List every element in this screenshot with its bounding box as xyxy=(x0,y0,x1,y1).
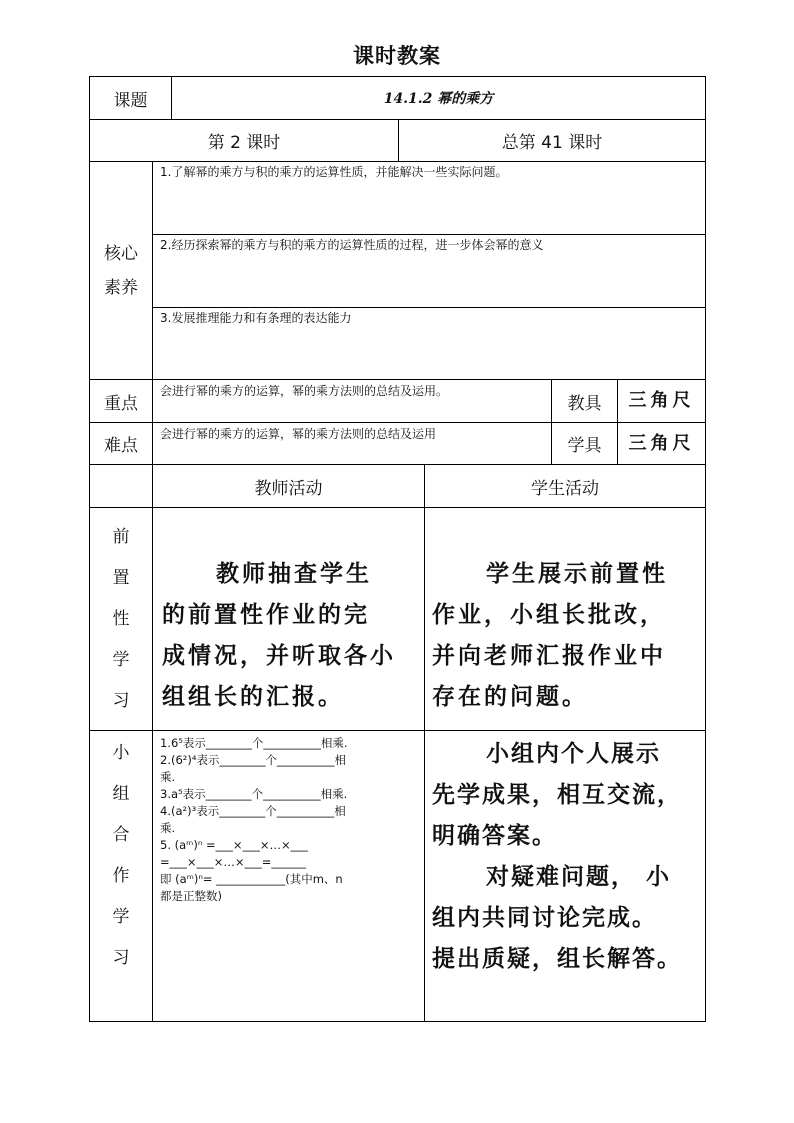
text-line: 组组长的汇报。 xyxy=(162,683,344,710)
period-label: 第 2 课时 xyxy=(207,133,281,153)
core-item-3: 3.发展推理能力和有条理的表达能力 xyxy=(160,311,352,325)
text-line: 教师抽查学生 xyxy=(216,560,372,587)
preview-study-label xyxy=(90,508,152,730)
text-line: 组内共同讨论完成。 xyxy=(432,904,657,931)
label-char: 学 xyxy=(112,649,130,670)
text-line: 对疑难问题， 小 xyxy=(486,863,672,890)
teaching-tool-label: 教具 xyxy=(567,393,602,414)
core-item-1: 1.了解幂的乘方与积的乘方的运算性质，并能解决一些实际问题。 xyxy=(160,165,508,179)
text-line: 并向老师汇报作业中 xyxy=(432,642,666,669)
core-label-line2: 素养 xyxy=(104,277,138,298)
exercise-line: 乘. xyxy=(160,821,176,835)
label-char: 习 xyxy=(112,690,130,711)
group-student-activity xyxy=(432,733,704,983)
exercise-line: 都是正整数) xyxy=(160,889,222,903)
text-line: 的前置性作业的完 xyxy=(162,601,370,628)
difficulty-text: 会进行幂的乘方的运算，幂的乘方法则的总结及运用 xyxy=(160,427,437,441)
exercise-line: 1.6⁵表示________个__________相乘. xyxy=(160,736,348,750)
label-char: 性 xyxy=(112,608,130,629)
group-study-label xyxy=(90,731,152,981)
difficulty-label: 难点 xyxy=(104,436,138,456)
text-line: 学生展示前置性 xyxy=(486,560,668,587)
text-line: 明确答案。 xyxy=(432,822,557,849)
preview-teacher-activity xyxy=(162,553,422,723)
preview-student-activity xyxy=(432,553,704,723)
text-line: 作业，小组长批改， xyxy=(432,601,666,628)
learning-tool-label: 学具 xyxy=(567,436,602,456)
exercise-line: 4.(a²)³表示________个__________相 xyxy=(160,804,346,818)
label-char: 作 xyxy=(112,866,130,886)
group-exercises xyxy=(152,733,424,943)
core-label-line1: 核心 xyxy=(104,243,138,264)
total-period-label: 总第 41 课时 xyxy=(501,133,603,153)
label-char: 前 xyxy=(112,526,130,547)
learning-tool-value: 三角尺 xyxy=(628,433,695,454)
label-char: 合 xyxy=(112,825,130,845)
exercise-line: =___×___×…×___=______ xyxy=(160,855,306,869)
teaching-tool-value: 三角尺 xyxy=(628,390,695,411)
student-activity-header: 学生活动 xyxy=(531,478,599,499)
text-line: 提出质疑，组长解答。 xyxy=(432,945,682,972)
teacher-activity-header: 教师活动 xyxy=(254,478,323,499)
label-char: 小 xyxy=(112,743,130,763)
exercise-line: 3.a⁵表示________个__________相乘. xyxy=(160,787,348,801)
core-item-2: 2.经历探索幂的乘方与积的乘方的运算性质的过程，进一步体会幂的意义 xyxy=(160,238,544,252)
exercise-line: 5. (aᵐ)ⁿ =___×___×…×___ xyxy=(160,838,308,852)
label-char: 组 xyxy=(112,784,130,804)
text-line: 小组内个人展示 xyxy=(486,740,661,767)
exercise-line: 乘. xyxy=(160,770,176,784)
topic-label: 课题 xyxy=(113,90,148,111)
key-point-label: 重点 xyxy=(104,393,138,414)
label-char: 置 xyxy=(112,567,130,588)
topic-value: 14.1.2 幂的乘方 xyxy=(383,91,494,107)
core-literacy-label xyxy=(90,162,152,379)
document-title: 课时教案 xyxy=(353,44,441,68)
label-char: 习 xyxy=(112,948,130,968)
text-line: 存在的问题。 xyxy=(432,683,588,710)
exercise-line: 即 (aᵐ)ⁿ= ____________(其中m、n xyxy=(160,872,343,886)
text-line: 先学成果，相互交流， xyxy=(432,781,682,808)
key-point-text: 会进行幂的乘方的运算，幂的乘方法则的总结及运用。 xyxy=(160,384,449,398)
label-char: 学 xyxy=(112,907,130,927)
exercise-line: 2.(6²)⁴表示________个__________相 xyxy=(160,753,346,767)
text-line: 成情况，并听取各小 xyxy=(162,642,396,669)
